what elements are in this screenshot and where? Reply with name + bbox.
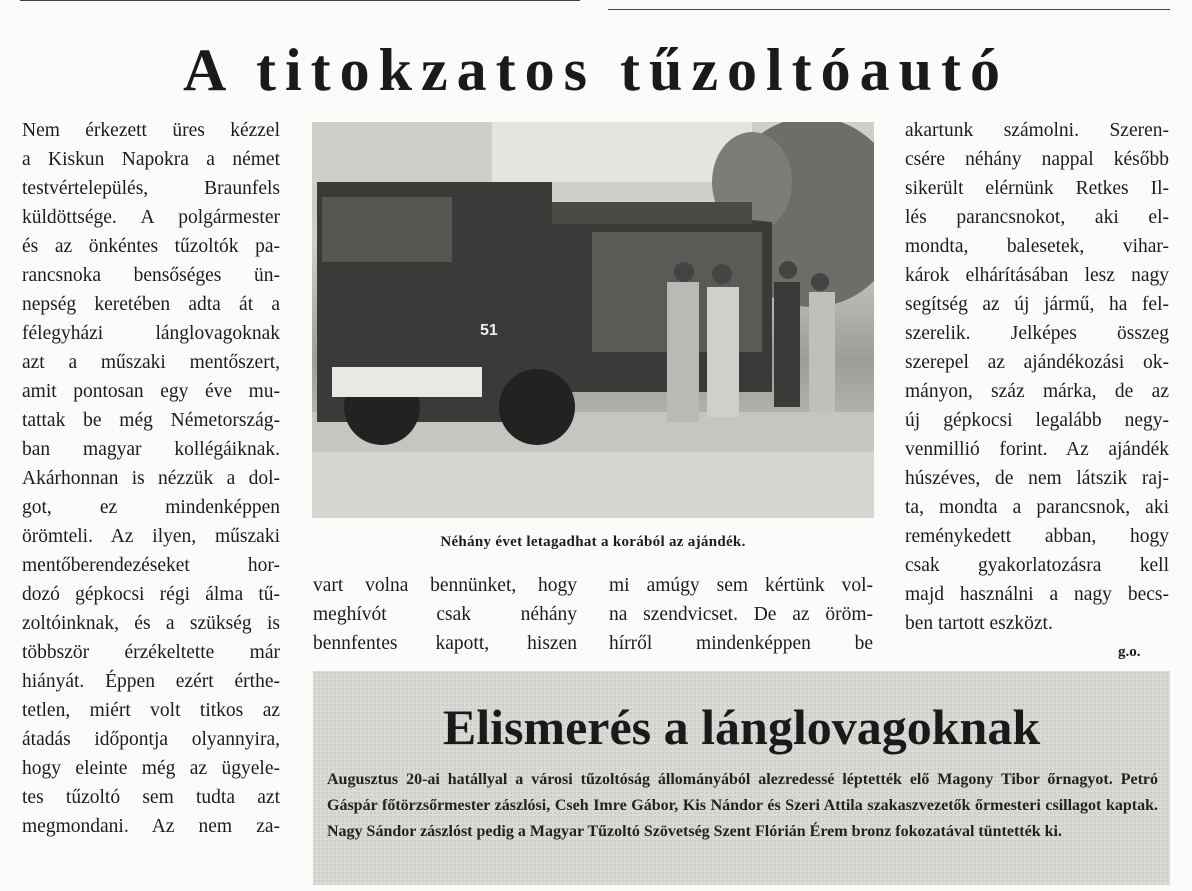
author-signature: g.o. [1118, 644, 1141, 660]
text-line: mentőberendezéseket hor- [22, 555, 280, 576]
text-line: Akárhonnan is nézzük a dol- [22, 468, 280, 489]
text-line: tattak be még Németország- [22, 410, 280, 431]
text-line: akartunk számolni. Szeren- [905, 120, 1169, 141]
text-line: károk elhárításában lesz nagy [905, 265, 1169, 286]
top-rule-left [20, 0, 580, 1]
text-line: segítség az új jármű, ha fel- [905, 294, 1169, 315]
fire-truck-illustration [312, 122, 874, 518]
text-line: a Kiskun Napokra a német [22, 149, 280, 170]
text-line: félegyházi lánglovagoknak [22, 323, 280, 344]
box-headline: Elismerés a lánglovagoknak [442, 699, 1041, 755]
text-line: tetlen, miért volt titkos az [22, 700, 280, 721]
text-line: azt a műszaki mentőszert, [22, 352, 280, 373]
text-line: csére néhány nappal később [905, 149, 1169, 170]
text-line: szerepel az ajándékozási ok- [905, 352, 1169, 373]
text-line: és az önkéntes tűzoltók pa- [22, 236, 280, 257]
text-line: hiányát. Éppen ezért érthe- [22, 671, 280, 692]
news-box [313, 671, 1170, 885]
text-line: dozó gépkocsi régi álma tű- [22, 584, 280, 605]
text-line: ben tartott eszközt. [905, 613, 1053, 634]
article-column-left [22, 116, 280, 841]
text-line: új gépkocsi legalább negy- [905, 410, 1169, 431]
text-line: zoltóinknak, és a szükség is [22, 613, 280, 634]
text-line: mondta, balesetek, vihar- [905, 236, 1169, 257]
text-line: mányon, száz márka, de az [905, 381, 1169, 402]
text-line: sikerült elérnünk Retkes Il- [905, 178, 1169, 199]
text-line: hogy eleinte még az ügyele- [22, 758, 280, 779]
text-line: tes tűzoltó sem tudta azt [22, 787, 280, 808]
text-line: örömteli. Az ilyen, műszaki [22, 526, 280, 547]
text-line: testvértelepülés, Braunfels [22, 178, 280, 199]
text-line: meghívót csak néhány [313, 604, 577, 625]
text-line: ban magyar kollégáiknak. [22, 439, 280, 460]
top-rule-right [608, 9, 1170, 10]
text-line: venmillió forint. Az ajándék [905, 439, 1169, 460]
text-line: hírről mindenképpen be [609, 633, 873, 654]
text-line: többször érzékeltette már [22, 642, 280, 663]
text-line: megmondani. Az nem za- [22, 816, 280, 837]
text-line: majd használni a nagy becs- [905, 584, 1169, 605]
text-line: ta, mondta a parancsnok, aki [905, 497, 1169, 518]
text-line: küldöttsége. A polgármester [22, 207, 280, 228]
text-line: szerelik. Jelképes összeg [905, 323, 1169, 344]
fire-truck-photo [312, 122, 874, 518]
text-line: húszéves, de nem látszik raj- [905, 468, 1169, 489]
text-line: csak gyakorlatozásra kell [905, 555, 1169, 576]
text-line: rancsnoka bensőséges ün- [22, 265, 280, 286]
text-line: nepség keretében adta át a [22, 294, 280, 315]
text-line: got, ez mindenképpen [22, 497, 280, 518]
text-line: Nem érkezett üres kézzel [22, 120, 280, 141]
text-line: átadás időpontja olyannyira, [22, 729, 280, 750]
text-line: lés parancsnokot, aki el- [905, 207, 1169, 228]
photo-caption: Néhány évet letagadhat a korából az ajándék. [440, 534, 746, 550]
text-line: bennfentes kapott, hiszen [313, 633, 577, 654]
article-column-mid-2 [609, 571, 873, 658]
text-line: reménykedett abban, hogy [905, 526, 1169, 547]
text-line: mi amúgy sem kértünk vol- [609, 575, 873, 596]
text-line: na szendvicset. De az öröm- [609, 604, 873, 625]
text-line: vart volna bennünket, hogy [313, 575, 577, 596]
article-column-mid-1 [313, 571, 577, 658]
truck-number: 51 [480, 322, 498, 339]
text-line: amit pontosan egy éve mu- [22, 381, 280, 402]
article-column-right [905, 116, 1169, 638]
box-text: Augusztus 20-ai hatállyal a városi tűzoltóság állományából alezredessé léptették elő Magony Tibor őrnagyot. Petró Gáspár főtörzsőrmester zászlósi, Cseh Imre Gábor, Kis Nándor és Szeri Attila szakaszvezetők őrmesteri csillagot kaptak. Nagy Sándor zászlóst pedig a Magyar Tűzoltó Szövetség Szent Flórián Érem bronz fokozatával tüntették ki. [327, 771, 1158, 840]
article-headline: A titokzatos tűzoltóautó [183, 37, 1009, 103]
